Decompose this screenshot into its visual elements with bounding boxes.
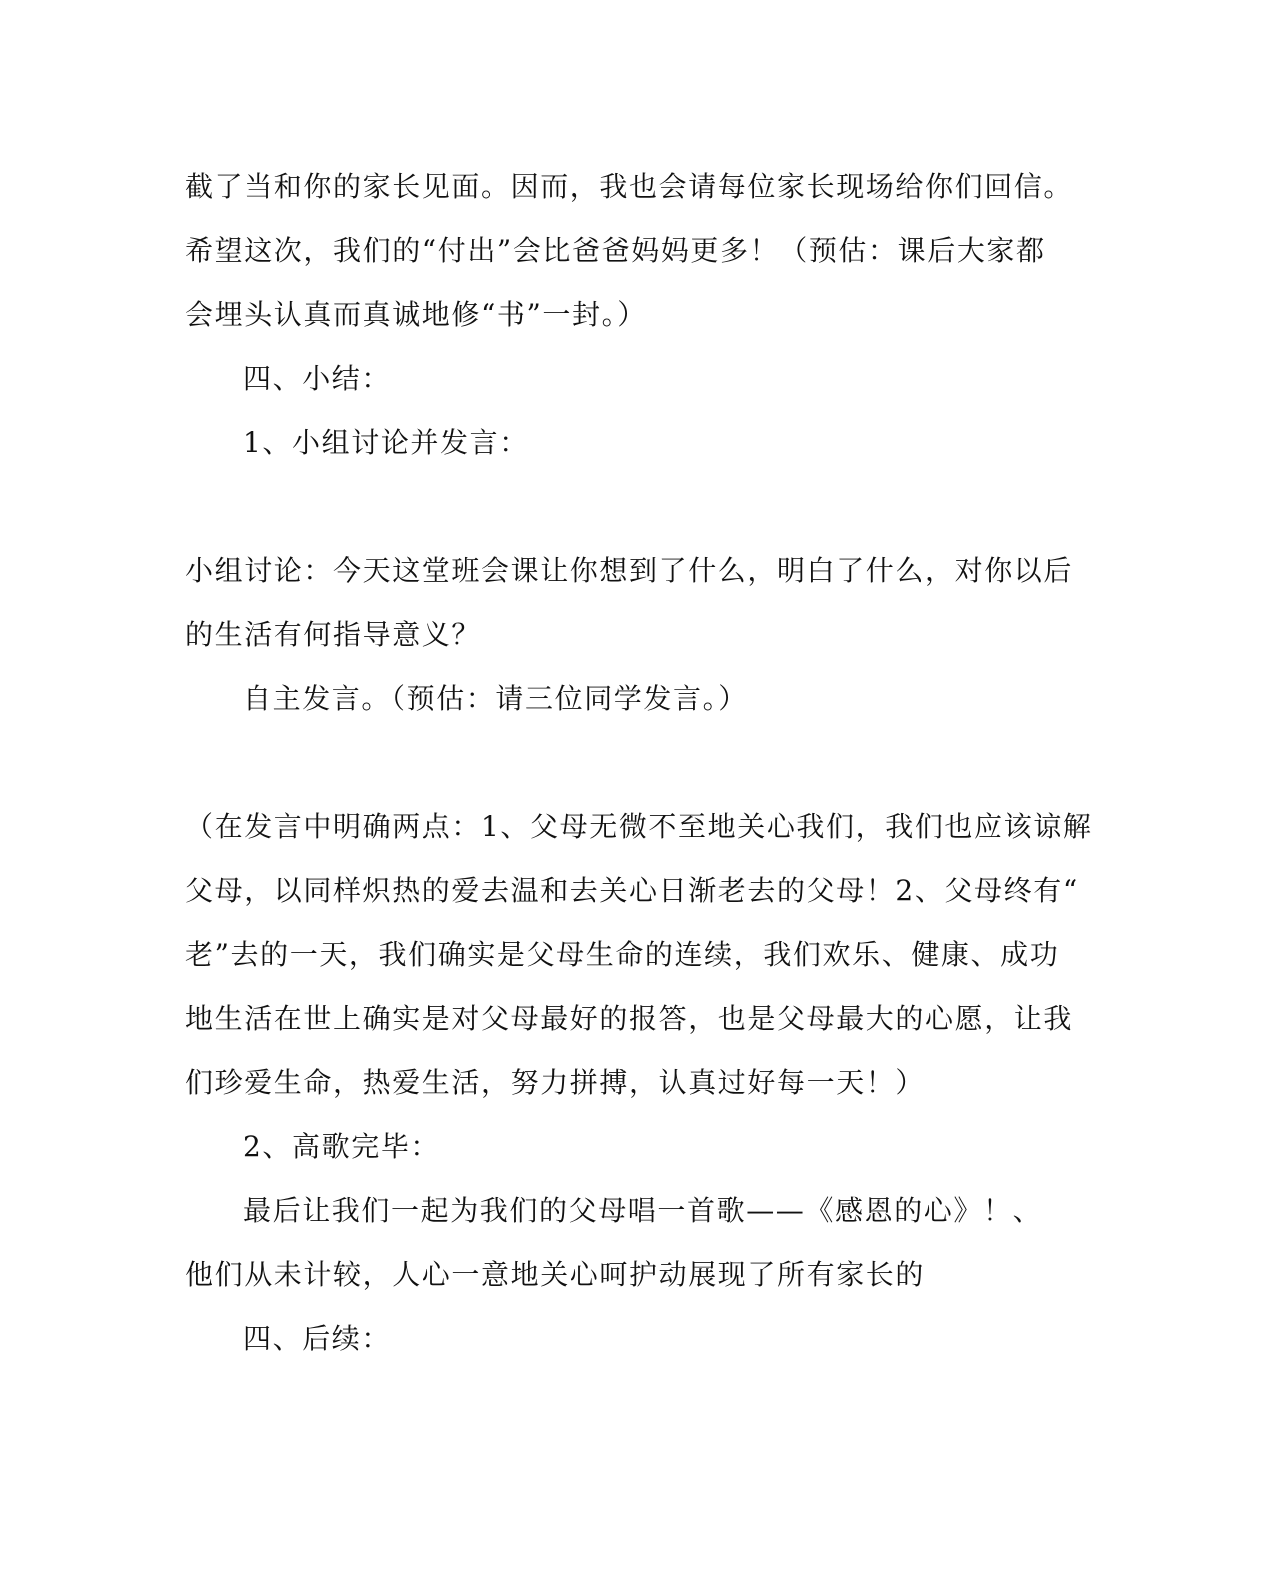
- section-heading: 四、小结：: [243, 362, 392, 395]
- subsection-heading: 2、高歌完毕：: [243, 1130, 441, 1163]
- paragraph-line: 自主发言。（预估：请三位同学发言。）: [243, 682, 748, 715]
- paragraph-line: 希望这次，我们的“付出”会比爸爸妈妈更多！（预估：课后大家都: [185, 234, 1046, 267]
- paragraph-line: 他们从未计较，人心一意地关心呵护动展现了所有家长的: [185, 1258, 926, 1291]
- paragraph-line: （在发言中明确两点：1、父母无微不至地关心我们，我们也应该谅解: [185, 810, 1093, 843]
- paragraph-line: 地生活在世上确实是对父母最好的报答，也是父母最大的心愿，让我: [185, 1002, 1074, 1035]
- paragraph-line: 老”去的一天，我们确实是父母生命的连续，我们欢乐、健康、成功: [185, 938, 1060, 971]
- paragraph-line: 会埋头认真而真诚地修“书”一封。）: [185, 298, 647, 331]
- subsection-heading: 1、小组讨论并发言：: [243, 426, 529, 459]
- paragraph-line: 最后让我们一起为我们的父母唱一首歌——《感恩的心》！、: [243, 1194, 1043, 1227]
- paragraph-line: 父母，以同样炽热的爱去温和去关心日渐老去的父母！2、父母终有“: [185, 874, 1079, 907]
- paragraph-line: 截了当和你的家长见面。因而，我也会请每位家长现场给你们回信。: [185, 170, 1074, 203]
- paragraph-line: 们珍爱生命，热爱生活，努力拼搏，认真过好每一天！）: [185, 1066, 926, 1099]
- section-heading: 四、后续：: [243, 1322, 392, 1355]
- paragraph-line: 的生活有何指导意义？: [185, 618, 482, 651]
- paragraph-line: 小组讨论：今天这堂班会课让你想到了什么，明白了什么，对你以后: [185, 554, 1074, 587]
